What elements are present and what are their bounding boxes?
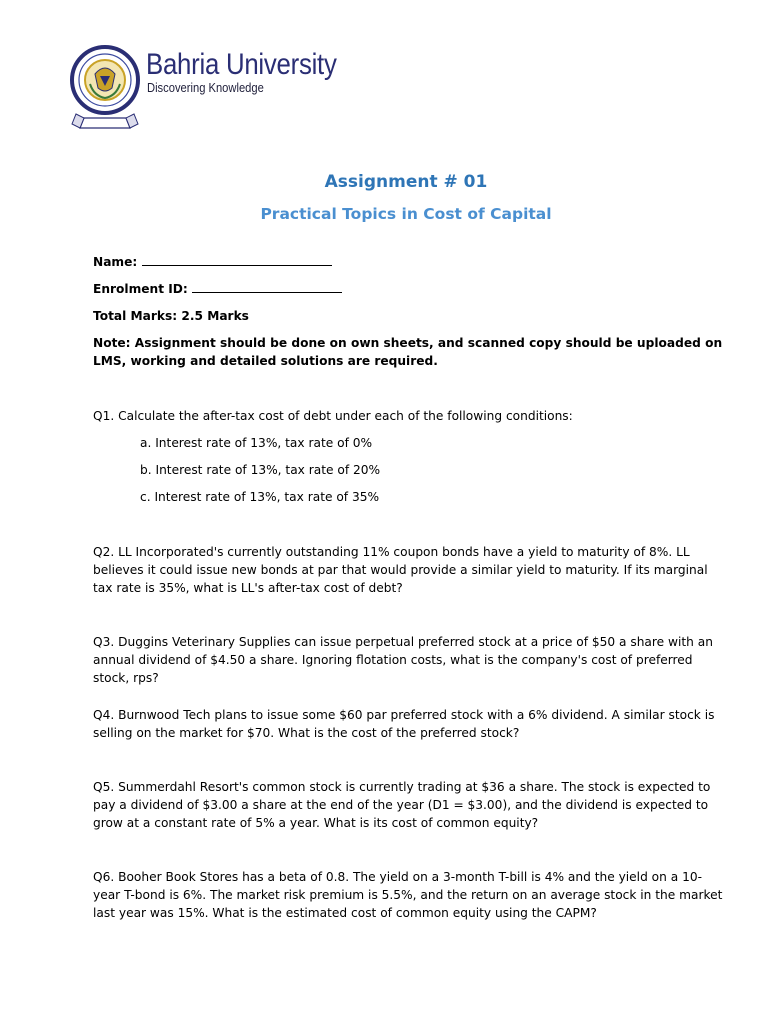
name-field-line[interactable]	[142, 253, 332, 266]
university-header	[70, 40, 390, 140]
question-1-part-b: b. Interest rate of 13%, tax rate of 20%	[140, 463, 381, 477]
question-1: Q1. Calculate the after-tax cost of debt under each of the following conditions:	[93, 409, 573, 423]
question-6: Q6. Booher Book Stores has a beta of 0.8. The yield on a 3-month T-bill is 4% and the yield on a 10-year T-bond is 6%. The market risk premium is 5.5%, and the return on an average stock in the market last year was 15%. What is the estimated cost of common equity using the CAPM?	[93, 870, 723, 920]
assignment-subtitle: Practical Topics in Cost of Capital	[260, 205, 552, 223]
name-label: Name:	[93, 255, 138, 269]
enrolment-field-line[interactable]	[192, 280, 342, 293]
name-field-row	[93, 253, 723, 271]
question-2: Q2. LL Incorporated's currently outstanding 11% coupon bonds have a yield to maturity of 8%. LL believes it could issue new bonds at par that would provide a similar yield to maturity. If its marginal tax rate is 35%, what is LL's after-tax cost of debt?	[93, 545, 708, 595]
enrolment-field-row	[93, 280, 723, 298]
university-tagline: Discovering Knowledge	[147, 80, 264, 95]
question-4: Q4. Burnwood Tech plans to issue some $60 par preferred stock with a 6% dividend. A similar stock is selling on the market for $70. What is the cost of the preferred stock?	[93, 708, 715, 740]
enrolment-label: Enrolment ID:	[93, 282, 188, 296]
question-5: Q5. Summerdahl Resort's common stock is currently trading at $36 a share. The stock is expected to pay a dividend of $3.00 a share at the end of the year (D1 = $3.00), and the dividend is expected to grow at a constant rate of 5% a year. What is its cost of common equity?	[93, 780, 711, 830]
university-name: Bahria University	[146, 48, 337, 81]
assignment-note: Note: Assignment should be done on own sheets, and scanned copy should be uploaded on LMS, working and detailed solutions are required.	[93, 336, 723, 368]
question-1-part-a: a. Interest rate of 13%, tax rate of 0%	[140, 436, 373, 450]
question-1-part-c: c. Interest rate of 13%, tax rate of 35%	[140, 490, 380, 504]
university-seal-logo	[70, 40, 140, 136]
question-3: Q3. Duggins Veterinary Supplies can issue perpetual preferred stock at a price of $50 a share with an annual dividend of $4.50 a share. Ignoring flotation costs, what is the company's cost of preferred stock, rps?	[93, 635, 713, 685]
assignment-title: Assignment # 01	[324, 172, 488, 192]
total-marks: Total Marks: 2.5 Marks	[93, 309, 249, 323]
